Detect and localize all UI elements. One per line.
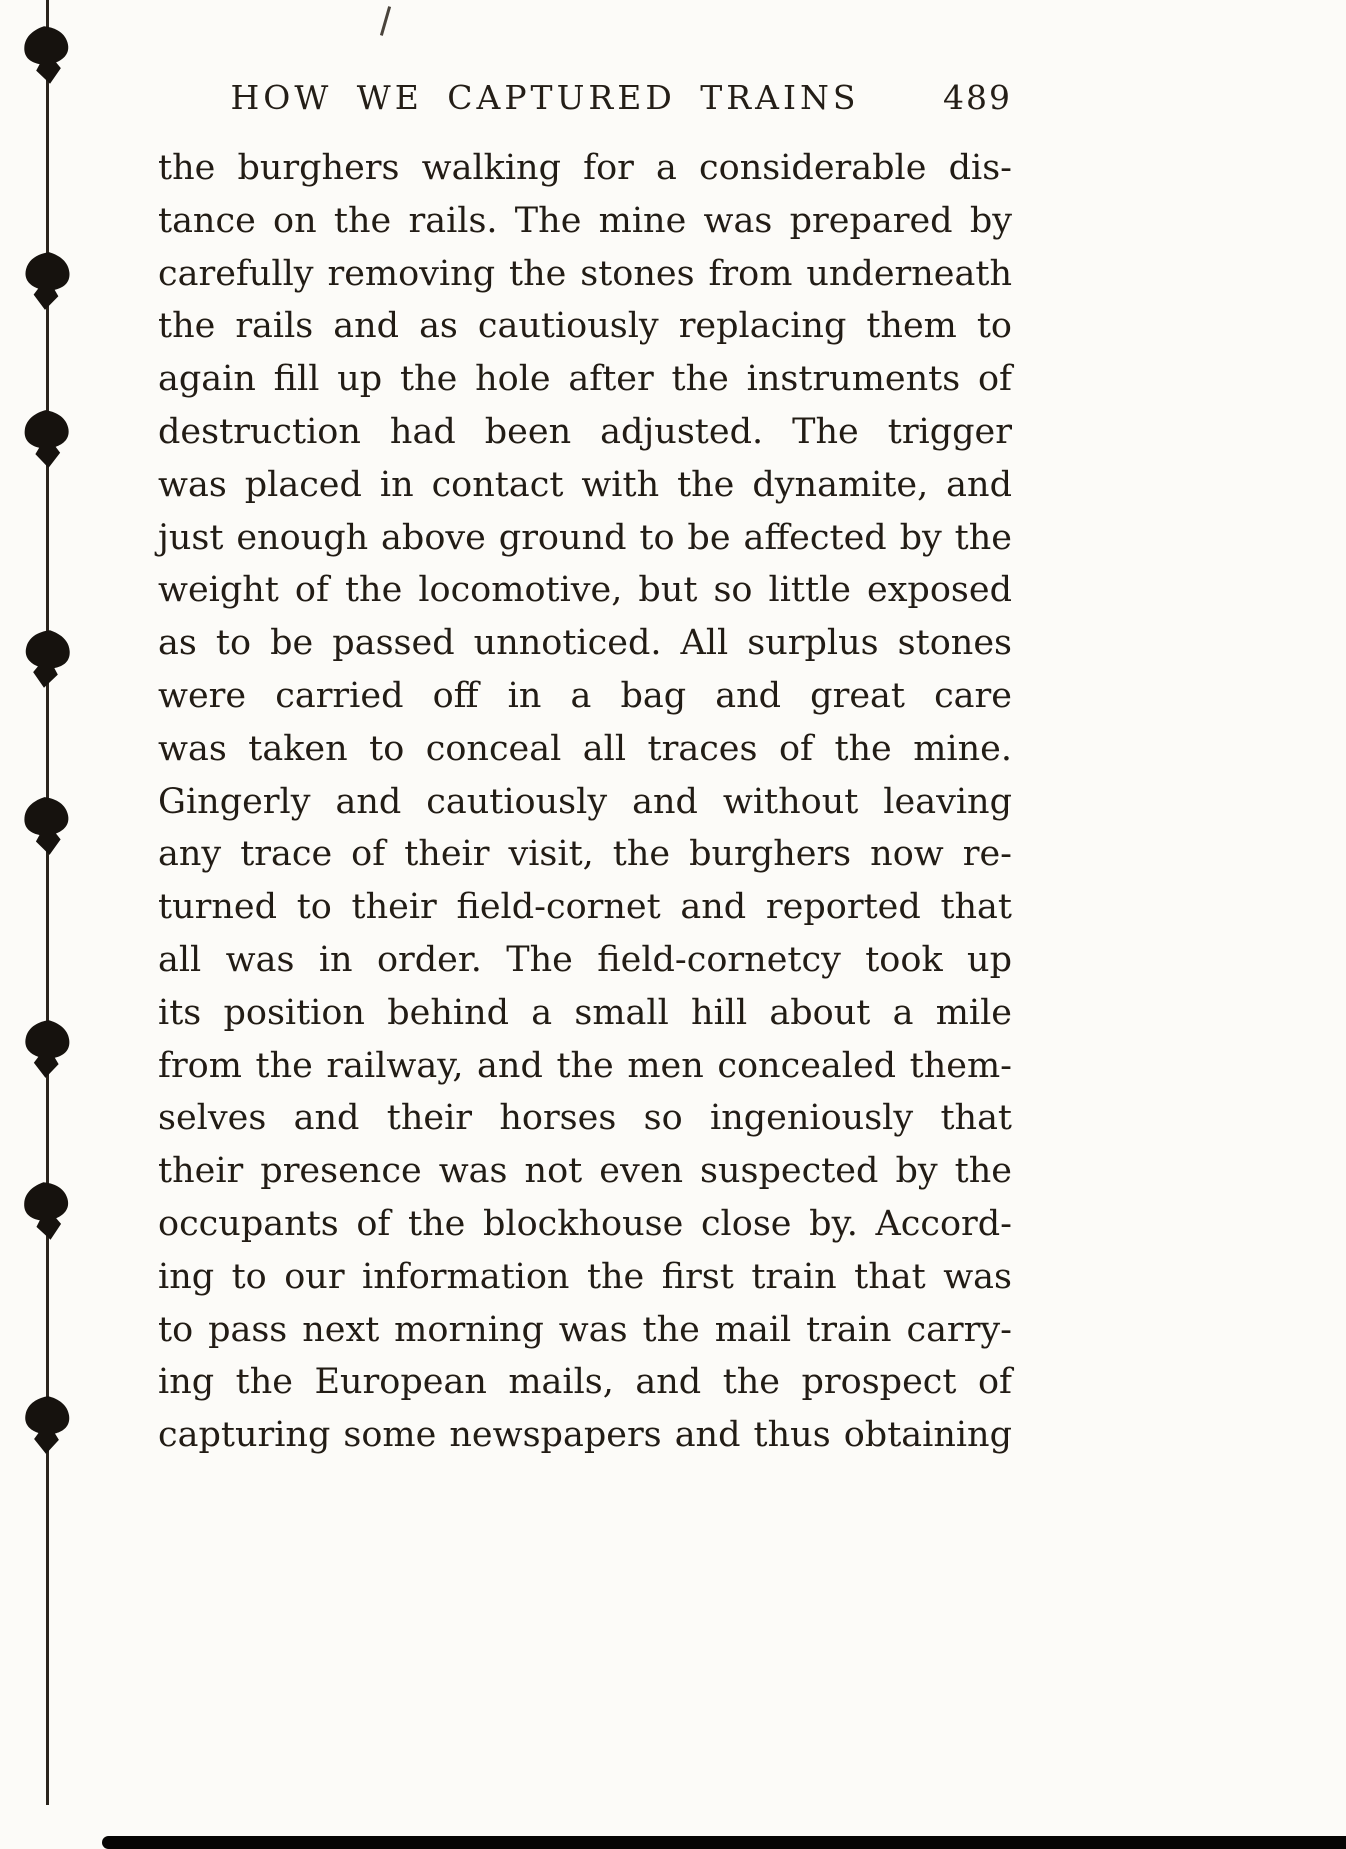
- binding-ornament-icon: [16, 1177, 77, 1245]
- binding-ornament-icon: [17, 793, 76, 859]
- body-line: all was in order. The field-cornetcy took up: [158, 939, 1012, 980]
- body-line: selves and their horses so ingeniously that: [158, 1098, 1012, 1139]
- body-line: their presence was not even suspected by the: [158, 1151, 1012, 1192]
- body-line: destruction had been adjusted. The trigger: [158, 411, 1012, 452]
- body-line: turned to their field-cornet and reported that: [158, 887, 1012, 928]
- body-line: tance on the rails. The mine was prepared by: [158, 200, 1012, 241]
- body-line: again fill up the hole after the instruments of: [158, 359, 1012, 400]
- body-line: occupants of the blockhouse close by. Accord-: [158, 1203, 1012, 1244]
- body-line: any trace of their visit, the burghers now re-: [158, 834, 1012, 875]
- body-line: capturing some newspapers and thus obtaining: [158, 1415, 1012, 1456]
- binding-ornament-icon: [18, 248, 76, 314]
- body-line: just enough above ground to be affected by the: [158, 517, 1012, 558]
- binding-ornament-icon: [18, 407, 75, 472]
- body-line: the rails and as cautiously replacing them to: [158, 306, 1012, 347]
- body-line: as to be passed unnoticed. All surplus stones: [158, 623, 1012, 664]
- body-line: the burghers walking for a considerable dis-: [158, 148, 1012, 188]
- page-number: 489: [943, 78, 1012, 117]
- binding-ornament-icon: [18, 1017, 75, 1082]
- scan-artifact-bar: [102, 1836, 1346, 1849]
- body-line: weight of the locomotive, but so little exposed: [158, 570, 1012, 611]
- body-line: its position behind a small hill about a mile: [158, 992, 1012, 1033]
- body-line: was taken to conceal all traces of the mine.: [158, 728, 1012, 769]
- binding-ornament-icon: [19, 1393, 75, 1457]
- binding-ornament-icon: [17, 625, 77, 692]
- body-line: ing the European mails, and the prospect of: [158, 1362, 1012, 1403]
- body-text-block: [158, 142, 1012, 1462]
- running-head-title: HOW WE CAPTURED TRAINS: [230, 78, 860, 117]
- body-line: to pass next morning was the mail train carry-: [158, 1309, 1012, 1350]
- body-line: carefully removing the stones from underneath: [158, 253, 1012, 294]
- page-header: [158, 78, 1012, 128]
- body-line: from the railway, and the men concealed them-: [158, 1045, 1012, 1086]
- body-line: ing to our information the first train that was: [158, 1256, 1012, 1297]
- body-line: were carried off in a bag and great care: [158, 675, 1012, 716]
- body-line: Gingerly and cautiously and without leaving: [158, 781, 1012, 822]
- pen-mark-icon: [380, 6, 391, 36]
- binding-ornament-icon: [17, 21, 77, 88]
- body-line: was placed in contact with the dynamite, and: [158, 464, 1012, 505]
